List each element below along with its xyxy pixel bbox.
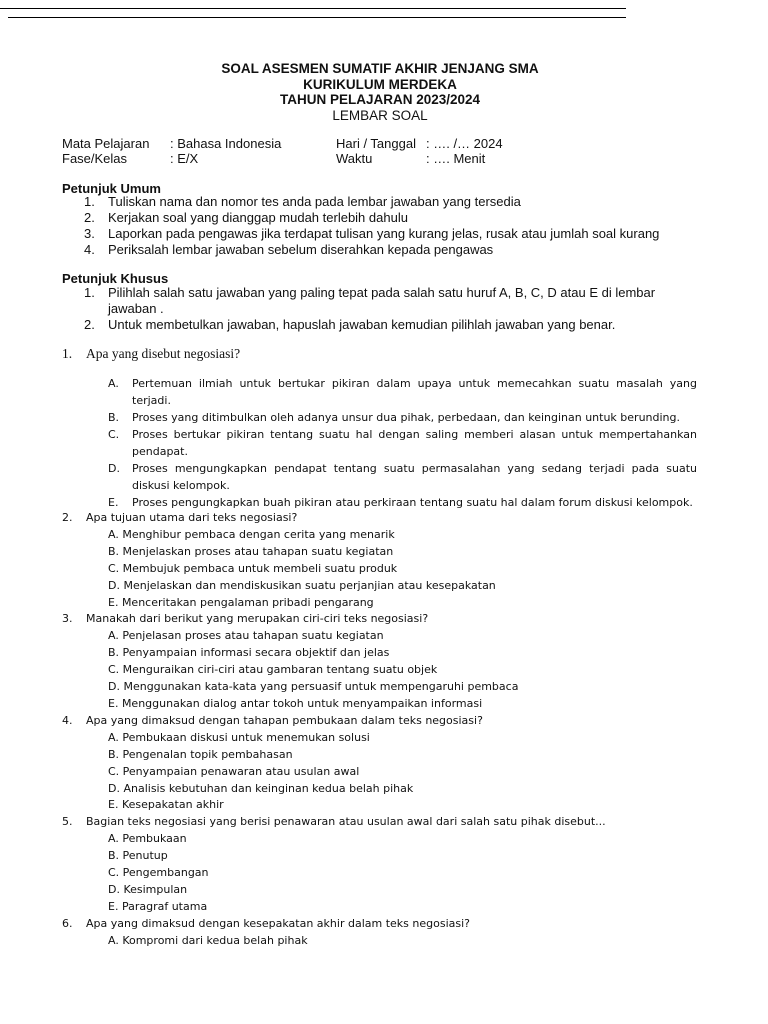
answer-option: B. Pengenalan topik pembahasan — [108, 747, 293, 761]
question-text: Apa tujuan utama dari teks negosiasi? — [86, 511, 298, 524]
option-letter: D. — [108, 462, 120, 475]
general-item — [84, 226, 698, 242]
general-item — [84, 210, 698, 226]
question-3 — [62, 611, 702, 628]
question-list — [62, 510, 702, 950]
question-number: 1. — [62, 346, 73, 361]
question-number: 4. — [62, 713, 73, 727]
time-label: Waktu — [336, 151, 373, 166]
answer-option: E. Kesepakatan akhir — [108, 798, 224, 812]
header-title: SOAL ASESMEN SUMATIF AKHIR JENJANG SMA — [221, 61, 539, 76]
answer-option — [108, 375, 697, 409]
general-item-text: Periksalah lembar jawaban sebelum diserahkan kepada pengawas — [108, 242, 494, 257]
question-1-options — [108, 375, 697, 511]
answer-option: C. Menguraikan ciri-ciri atau gambaran tentang suatu objek — [108, 663, 438, 677]
exam-info — [62, 136, 503, 166]
answer-option — [108, 494, 697, 511]
question-number: 3. — [62, 612, 73, 626]
answer-option: C. Penyampaian penawaran atau usulan awal — [108, 764, 360, 778]
answer-option: C. Membujuk pembaca untuk membeli suatu produk — [108, 561, 398, 575]
answer-option: D. Menggunakan kata-kata yang persuasif untuk mempengaruhi pembaca — [108, 680, 519, 694]
special-item-num: 2. — [84, 317, 95, 332]
option-text: Proses mengungkapkan pendapat tentang suatu permasalahan yang sedang terjadi pada suatu diskusi kelompok. — [132, 462, 697, 492]
option-text: Pertemuan ilmiah untuk bertukar pikiran dalam upaya untuk memecahkan suatu masalah yang terjadi. — [132, 377, 697, 407]
answer-option: C. Pengembangan — [108, 866, 209, 880]
question-text: Bagian teks negosiasi yang berisi penawaran atau usulan awal dari salah satu pihak disebut... — [86, 815, 606, 829]
option-text: Proses yang ditimbulkan oleh adanya unsur dua pihak, perbedaan, dan keinginan untuk berunding. — [132, 411, 681, 424]
answer-option — [108, 409, 697, 426]
option-letter: E. — [108, 496, 119, 509]
answer-option: A. Penjelasan proses atau tahapan suatu kegiatan — [108, 629, 384, 643]
general-instructions-title: Petunjuk Umum — [62, 181, 161, 196]
question-number: 6. — [62, 916, 73, 930]
question-text: Apa yang disebut negosiasi? — [86, 346, 241, 361]
special-item-text: Untuk membetulkan jawaban, hapuslah jawaban kemudian pilihlah jawaban yang benar. — [108, 317, 616, 332]
day-value: : …. /… 2024 — [426, 136, 503, 151]
class-label: Fase/Kelas — [62, 151, 128, 166]
special-instructions-title: Petunjuk Khusus — [62, 271, 169, 286]
answer-option: A. Pembukaan — [108, 832, 187, 846]
special-item — [84, 285, 698, 317]
general-instructions-list — [84, 194, 698, 258]
question-2 — [62, 510, 702, 527]
answer-option — [108, 426, 697, 460]
general-item-num: 3. — [84, 226, 95, 241]
subject-label: Mata Pelajaran — [62, 136, 150, 151]
question-number: 5. — [62, 815, 73, 829]
question-text: Apa yang dimaksud dengan tahapan pembukaan dalam teks negosiasi? — [86, 713, 483, 727]
answer-option — [108, 460, 697, 494]
question-6 — [62, 916, 702, 933]
answer-option: E. Paragraf utama — [108, 899, 208, 913]
general-item-num: 4. — [84, 242, 95, 257]
document-header — [0, 61, 760, 123]
option-text: Proses bertukar pikiran tentang suatu hal dengan saling memberi alasan untuk mempertahankan pendapat. — [132, 428, 697, 458]
subject-value: : Bahasa Indonesia — [170, 136, 282, 151]
special-item-text: Pilihlah salah satu jawaban yang paling tepat pada salah satu huruf A, B, C, D atau E di lembar jawaban . — [108, 285, 656, 316]
question-text: Apa yang dimaksud dengan kesepakatan akhir dalam teks negosiasi? — [86, 916, 470, 930]
info-row-class — [62, 151, 503, 166]
answer-option: A. Pembukaan diskusi untuk menemukan solusi — [108, 730, 370, 744]
answer-option: A. Menghibur pembaca dengan cerita yang menarik — [108, 527, 395, 541]
option-letter: A. — [108, 377, 119, 390]
general-item-num: 2. — [84, 210, 95, 225]
answer-option: D. Menjelaskan dan mendiskusikan suatu perjanjian atau kesepakatan — [108, 578, 496, 592]
question-number: 2. — [62, 511, 73, 524]
general-item — [84, 194, 698, 210]
general-item-text: Kerjakan soal yang dianggap mudah terlebih dahulu — [108, 210, 408, 225]
header-year: TAHUN PELAJARAN 2023/2024 — [279, 92, 481, 107]
special-instructions-list — [84, 285, 698, 333]
top-rule-1 — [0, 8, 626, 9]
question-1 — [62, 346, 240, 362]
special-item-num: 1. — [84, 285, 95, 300]
answer-option: B. Penutup — [108, 849, 168, 863]
header-sheet-label: LEMBAR SOAL — [332, 107, 428, 123]
option-letter: B. — [108, 411, 120, 424]
question-4 — [62, 713, 702, 730]
general-item-text: Laporkan pada pengawas jika terdapat tulisan yang kurang jelas, rusak atau jumlah soal kurang — [108, 226, 660, 241]
general-item-text: Tuliskan nama dan nomor tes anda pada lembar jawaban yang tersedia — [108, 194, 521, 209]
special-item — [84, 317, 698, 333]
info-row-subject — [62, 136, 503, 151]
option-text: Proses pengungkapkan buah pikiran atau perkiraan tentang suatu hal dalam forum diskusi kelompok. — [132, 496, 693, 509]
answer-option: B. Penyampaian informasi secara objektif dan jelas — [108, 646, 390, 660]
class-value: : E/X — [170, 151, 199, 166]
option-letter: C. — [108, 428, 120, 441]
answer-option: D. Analisis kebutuhan dan keinginan kedua belah pihak — [108, 781, 414, 795]
answer-option: B. Menjelaskan proses atau tahapan suatu kegiatan — [108, 544, 394, 558]
header-curriculum: KURIKULUM MERDEKA — [303, 76, 457, 92]
answer-option: A. Kompromi dari kedua belah pihak — [108, 933, 308, 947]
answer-option: E. Menggunakan dialog antar tokoh untuk menyampaikan informasi — [108, 696, 483, 710]
question-text: Manakah dari berikut yang merupakan ciri-ciri teks negosiasi? — [86, 612, 429, 626]
question-5 — [62, 814, 702, 831]
day-label: Hari / Tanggal — [336, 136, 416, 151]
general-item-num: 1. — [84, 194, 95, 209]
top-rule-2 — [8, 17, 626, 18]
answer-option: E. Menceritakan pengalaman pribadi pengarang — [108, 595, 374, 609]
general-item — [84, 242, 698, 258]
answer-option: D. Kesimpulan — [108, 882, 188, 896]
time-value: : …. Menit — [426, 151, 486, 166]
